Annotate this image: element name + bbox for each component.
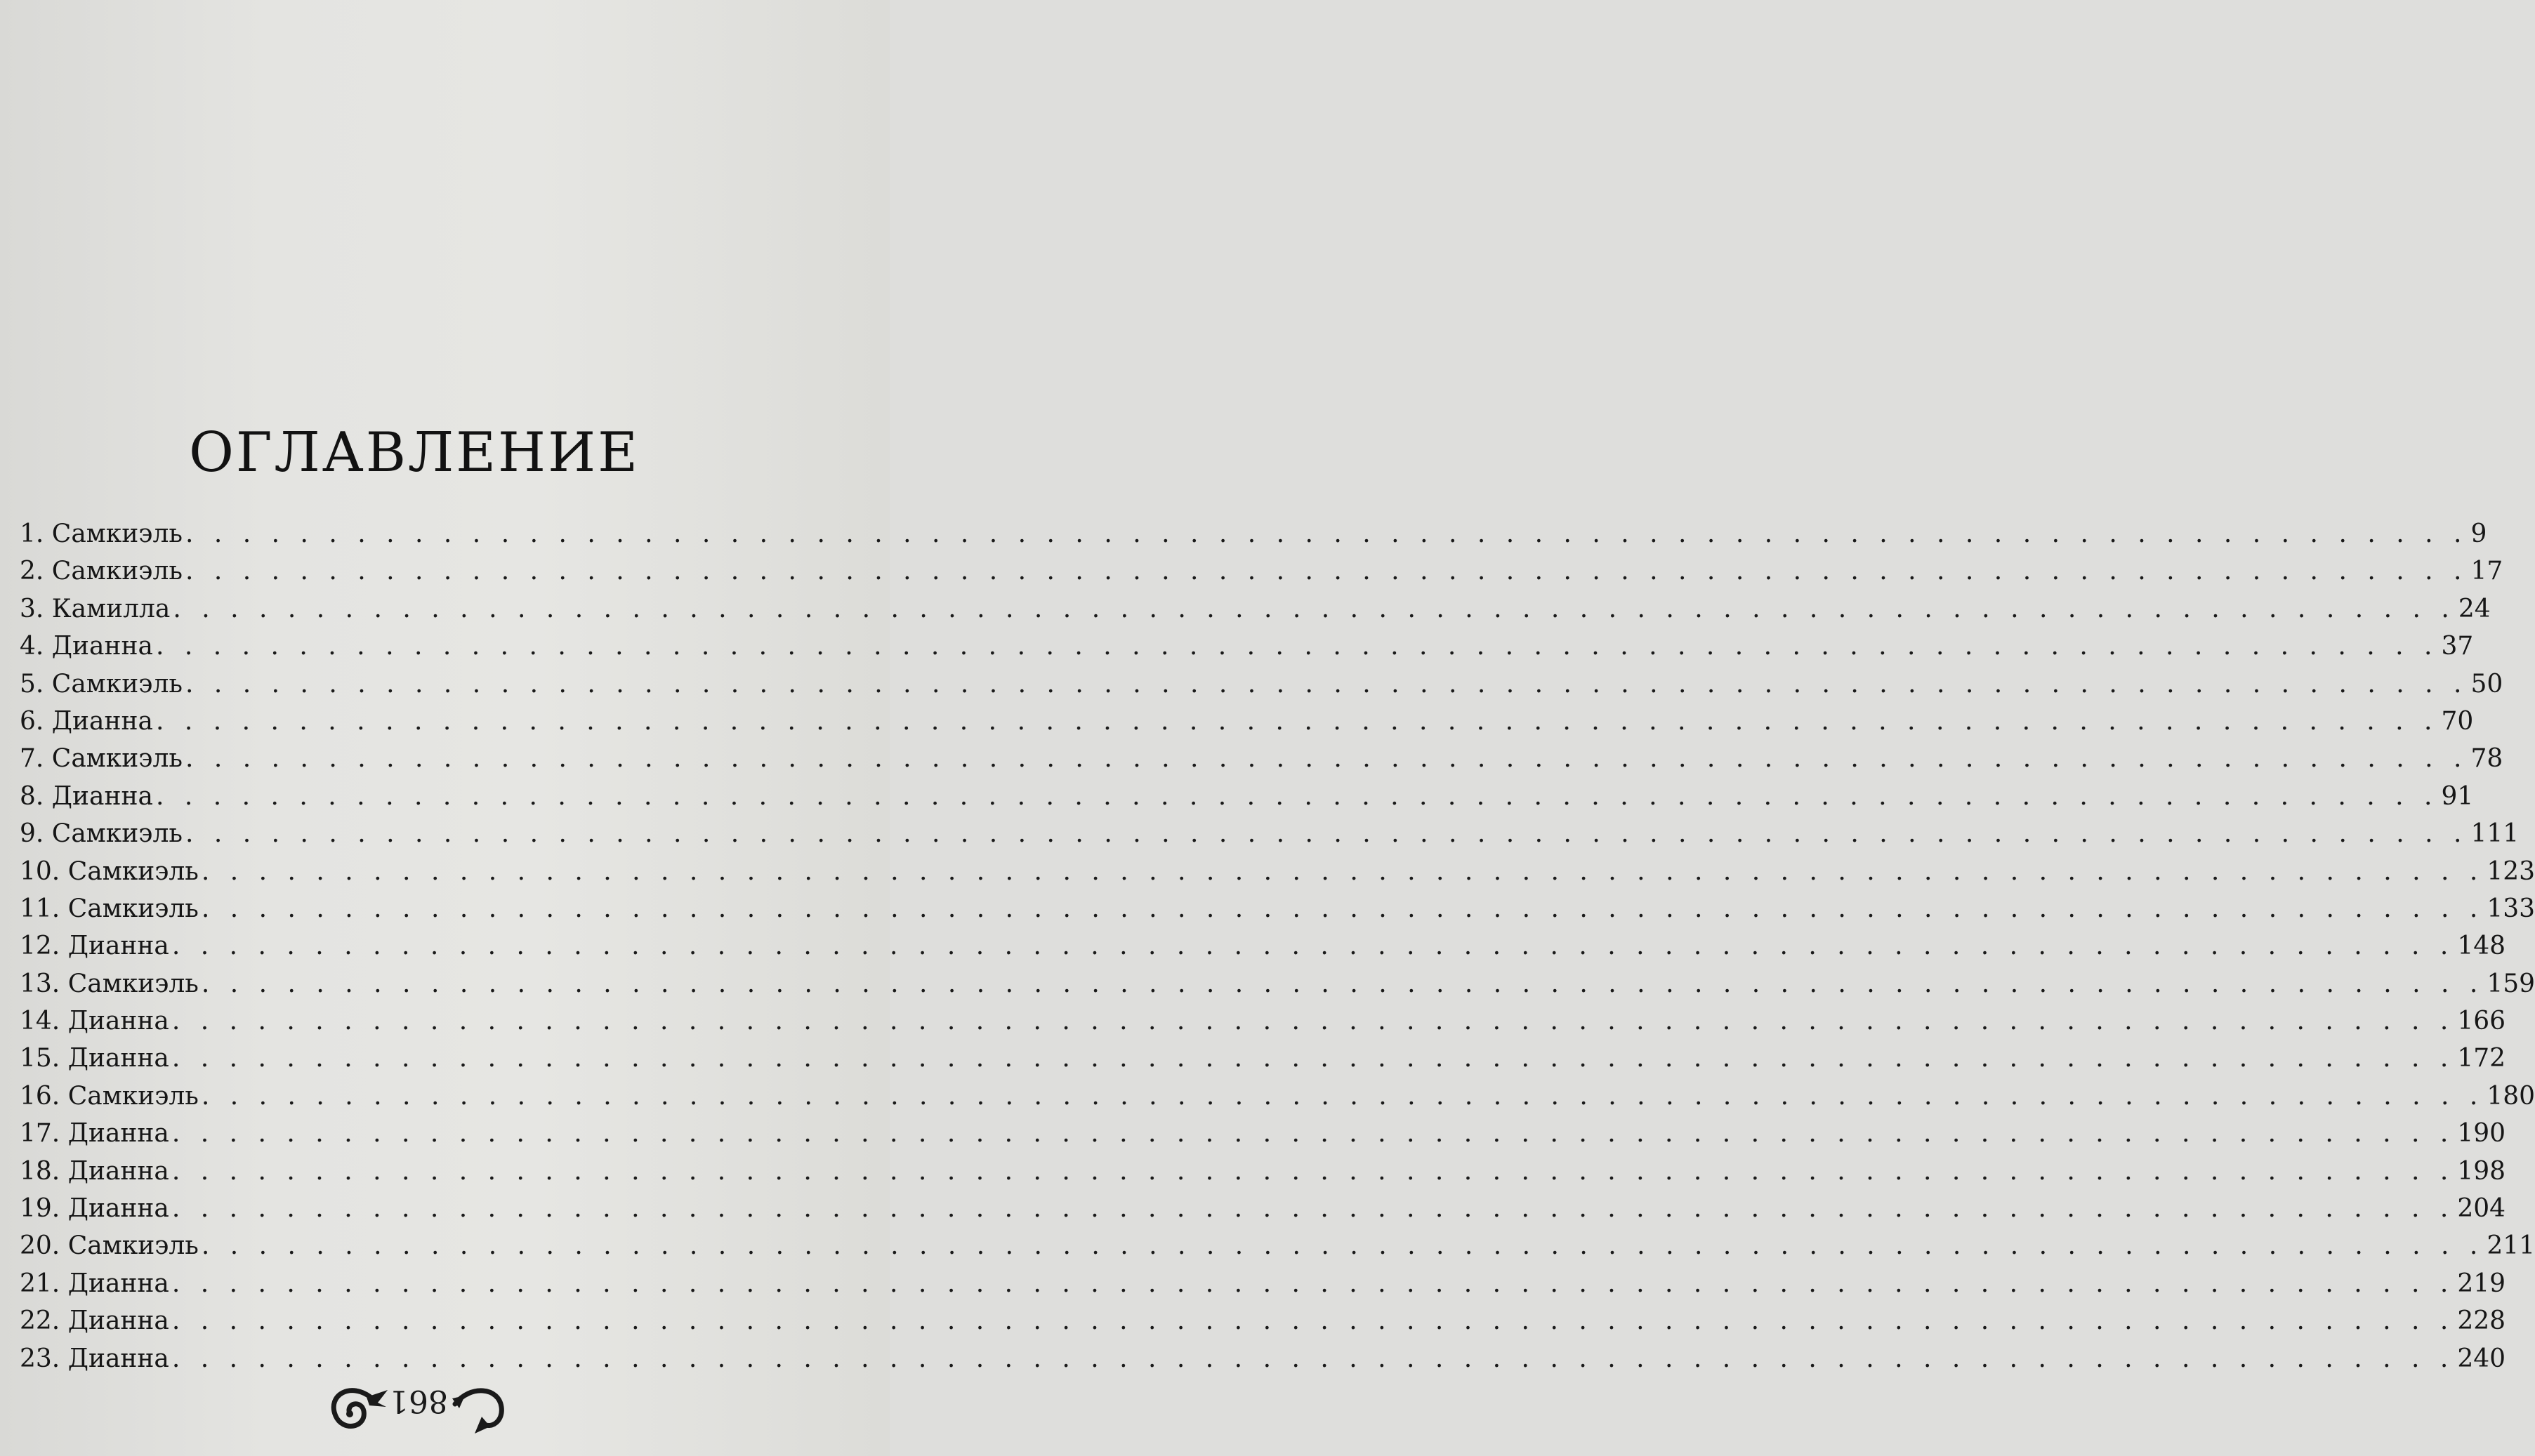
toc-entry <box>20 1119 2506 1156</box>
dot-leader: . . . . . . . . . . . . . . . . . . . . . . . . . . . . . . . . . . . . . . . . . . . . . . . . . . . . . . . . . . . . . . . . . . . . . . . . . . . . . . . . <box>171 1306 2455 1336</box>
toc-entry-label: 8. Дианна <box>20 781 153 811</box>
toc-entry-page: 180 <box>2487 1081 2535 1111</box>
toc-entry-label: 20. Самкиэль <box>20 1231 199 1261</box>
dot-leader: . . . . . . . . . . . . . . . . . . . . . . . . . . . . . . . . . . . . . . . . . . . . . . . . . . . . . . . . . . . . . . . . . . . . . . . . . . . . . . . . <box>201 1081 2484 1111</box>
toc-entry <box>20 1156 2506 1194</box>
dot-leader: . . . . . . . . . . . . . . . . . . . . . . . . . . . . . . . . . . . . . . . . . . . . . . . . . . . . . . . . . . . . . . . . . . . . . . . . . . . . . . . . <box>185 744 2468 774</box>
toc-entry-page: 219 <box>2457 1269 2506 1298</box>
toc-entry <box>20 1269 2506 1306</box>
toc-entry-page: 159 <box>2487 969 2535 998</box>
dot-leader: . . . . . . . . . . . . . . . . . . . . . . . . . . . . . . . . . . . . . . . . . . . . . . . . . . . . . . . . . . . . . . . . . . . . . . . . . . . . . . . . <box>171 1156 2455 1186</box>
toc-entry-label: 15. Дианна <box>20 1044 169 1073</box>
toc-entry-page: 78 <box>2470 744 2503 774</box>
toc-entry-page: 111 <box>2470 819 2520 849</box>
dot-leader: . . . . . . . . . . . . . . . . . . . . . . . . . . . . . . . . . . . . . . . . . . . . . . . . . . . . . . . . . . . . . . . . . . . . . . . . . . . . . . . . <box>171 1344 2455 1373</box>
dot-leader: . . . . . . . . . . . . . . . . . . . . . . . . . . . . . . . . . . . . . . . . . . . . . . . . . . . . . . . . . . . . . . . . . . . . . . . . . . . . . . . . <box>171 1119 2455 1149</box>
toc-entry <box>20 1044 2506 1081</box>
dot-leader: . . . . . . . . . . . . . . . . . . . . . . . . . . . . . . . . . . . . . . . . . . . . . . . . . . . . . . . . . . . . . . . . . . . . . . . . . . . . . . . . <box>171 932 2455 961</box>
toc-entry-label: 4. Дианна <box>20 632 153 661</box>
toc-entry-page: 148 <box>2457 932 2506 961</box>
toc-entry <box>20 1081 2535 1119</box>
swirl-ornament-icon <box>323 1377 390 1441</box>
dot-leader: . . . . . . . . . . . . . . . . . . . . . . . . . . . . . . . . . . . . . . . . . . . . . . . . . . . . . . . . . . . . . . . . . . . . . . . . . . . . . . . . <box>185 669 2468 699</box>
dot-leader: . . . . . . . . . . . . . . . . . . . . . . . . . . . . . . . . . . . . . . . . . . . . . . . . . . . . . . . . . . . . . . . . . . . . . . . . . . . . . . . . <box>173 594 2456 623</box>
toc-entry-label: 14. Дианна <box>20 1007 169 1036</box>
dot-leader: . . . . . . . . . . . . . . . . . . . . . . . . . . . . . . . . . . . . . . . . . . . . . . . . . . . . . . . . . . . . . . . . . . . . . . . . . . . . . . . . <box>201 969 2484 998</box>
toc-entry-label: 13. Самкиэль <box>20 969 199 998</box>
toc-entry-page: 70 <box>2441 706 2474 736</box>
toc-entry <box>20 894 2535 932</box>
toc-entry <box>20 781 2474 819</box>
toc-entry <box>20 856 2535 894</box>
toc-entry <box>20 932 2506 969</box>
toc-entry <box>20 669 2503 707</box>
toc-entry-label: 22. Дианна <box>20 1306 169 1336</box>
toc-entry-page: 9 <box>2470 519 2487 548</box>
toc-entry-page: 172 <box>2457 1044 2506 1073</box>
dot-leader: . . . . . . . . . . . . . . . . . . . . . . . . . . . . . . . . . . . . . . . . . . . . . . . . . . . . . . . . . . . . . . . . . . . . . . . . . . . . . . . . <box>171 1044 2455 1073</box>
toc-entry-page: 198 <box>2457 1156 2506 1186</box>
dot-leader: . . . . . . . . . . . . . . . . . . . . . . . . . . . . . . . . . . . . . . . . . . . . . . . . . . . . . . . . . . . . . . . . . . . . . . . . . . . . . . . . <box>171 1269 2455 1298</box>
table-of-contents <box>20 519 2535 1382</box>
swirl-ornament-icon <box>449 1377 513 1441</box>
dot-leader: . . . . . . . . . . . . . . . . . . . . . . . . . . . . . . . . . . . . . . . . . . . . . . . . . . . . . . . . . . . . . . . . . . . . . . . . . . . . . . . . <box>185 557 2468 586</box>
dot-leader: . . . . . . . . . . . . . . . . . . . . . . . . . . . . . . . . . . . . . . . . . . . . . . . . . . . . . . . . . . . . . . . . . . . . . . . . . . . . . . . . <box>201 856 2484 886</box>
toc-entry <box>20 744 2503 781</box>
toc-entry-page: 91 <box>2441 781 2474 811</box>
page-number: 861 <box>389 1383 448 1419</box>
toc-entry-label: 2. Самкиэль <box>20 557 183 586</box>
toc-entry-label: 10. Самкиэль <box>20 856 199 886</box>
toc-entry-label: 17. Дианна <box>20 1119 169 1149</box>
dot-leader: . . . . . . . . . . . . . . . . . . . . . . . . . . . . . . . . . . . . . . . . . . . . . . . . . . . . . . . . . . . . . . . . . . . . . . . . . . . . . . . . <box>171 1007 2455 1036</box>
toc-entry-label: 16. Самкиэль <box>20 1081 199 1111</box>
page-footer <box>323 1377 513 1448</box>
toc-entry-page: 228 <box>2457 1306 2506 1336</box>
toc-entry <box>20 1231 2535 1269</box>
toc-entry-label: 9. Самкиэль <box>20 819 183 849</box>
toc-entry-label: 1. Самкиэль <box>20 519 183 548</box>
toc-entry-label: 12. Дианна <box>20 932 169 961</box>
toc-entry-page: 24 <box>2458 594 2491 623</box>
toc-entry <box>20 557 2503 594</box>
dot-leader: . . . . . . . . . . . . . . . . . . . . . . . . . . . . . . . . . . . . . . . . . . . . . . . . . . . . . . . . . . . . . . . . . . . . . . . . . . . . . . . . <box>155 706 2439 736</box>
toc-entry-label: 6. Дианна <box>20 706 153 736</box>
toc-entry <box>20 1194 2506 1231</box>
toc-entry <box>20 1344 2506 1382</box>
dot-leader: . . . . . . . . . . . . . . . . . . . . . . . . . . . . . . . . . . . . . . . . . . . . . . . . . . . . . . . . . . . . . . . . . . . . . . . . . . . . . . . . <box>155 781 2439 811</box>
toc-entry <box>20 1007 2506 1044</box>
toc-entry-label: 3. Камилла <box>20 594 171 623</box>
toc-entry-page: 50 <box>2470 669 2503 699</box>
toc-entry-label: 7. Самкиэль <box>20 744 183 774</box>
toc-entry-page: 133 <box>2487 894 2535 923</box>
dot-leader: . . . . . . . . . . . . . . . . . . . . . . . . . . . . . . . . . . . . . . . . . . . . . . . . . . . . . . . . . . . . . . . . . . . . . . . . . . . . . . . . <box>185 519 2468 548</box>
toc-entry-page: 166 <box>2457 1007 2506 1036</box>
toc-entry-page: 204 <box>2457 1194 2506 1224</box>
toc-entry <box>20 594 2491 632</box>
toc-entry-label: 18. Дианна <box>20 1156 169 1186</box>
toc-entry <box>20 632 2474 669</box>
toc-entry-label: 23. Дианна <box>20 1344 169 1373</box>
dot-leader: . . . . . . . . . . . . . . . . . . . . . . . . . . . . . . . . . . . . . . . . . . . . . . . . . . . . . . . . . . . . . . . . . . . . . . . . . . . . . . . . <box>171 1194 2455 1224</box>
toc-entry <box>20 1306 2506 1344</box>
toc-entry-page: 17 <box>2470 557 2503 586</box>
toc-entry <box>20 819 2520 856</box>
dot-leader: . . . . . . . . . . . . . . . . . . . . . . . . . . . . . . . . . . . . . . . . . . . . . . . . . . . . . . . . . . . . . . . . . . . . . . . . . . . . . . . . <box>201 894 2484 923</box>
toc-entry <box>20 519 2487 557</box>
toc-entry <box>20 969 2535 1007</box>
toc-entry-page: 123 <box>2487 856 2535 886</box>
toc-entry-label: 21. Дианна <box>20 1269 169 1298</box>
toc-entry <box>20 706 2474 744</box>
dot-leader: . . . . . . . . . . . . . . . . . . . . . . . . . . . . . . . . . . . . . . . . . . . . . . . . . . . . . . . . . . . . . . . . . . . . . . . . . . . . . . . . <box>185 819 2468 849</box>
dot-leader: . . . . . . . . . . . . . . . . . . . . . . . . . . . . . . . . . . . . . . . . . . . . . . . . . . . . . . . . . . . . . . . . . . . . . . . . . . . . . . . . <box>155 632 2439 661</box>
toc-entry-page: 211 <box>2487 1231 2535 1261</box>
dot-leader: . . . . . . . . . . . . . . . . . . . . . . . . . . . . . . . . . . . . . . . . . . . . . . . . . . . . . . . . . . . . . . . . . . . . . . . . . . . . . . . . <box>201 1231 2484 1261</box>
toc-entry-page: 190 <box>2457 1119 2506 1149</box>
toc-entry-page: 240 <box>2457 1344 2506 1373</box>
toc-entry-label: 19. Дианна <box>20 1194 169 1224</box>
toc-entry-label: 5. Самкиэль <box>20 669 183 699</box>
toc-entry-page: 37 <box>2441 632 2474 661</box>
toc-entry-label: 11. Самкиэль <box>20 894 199 923</box>
page-title: ОГЛАВЛЕНИЕ <box>188 421 640 485</box>
